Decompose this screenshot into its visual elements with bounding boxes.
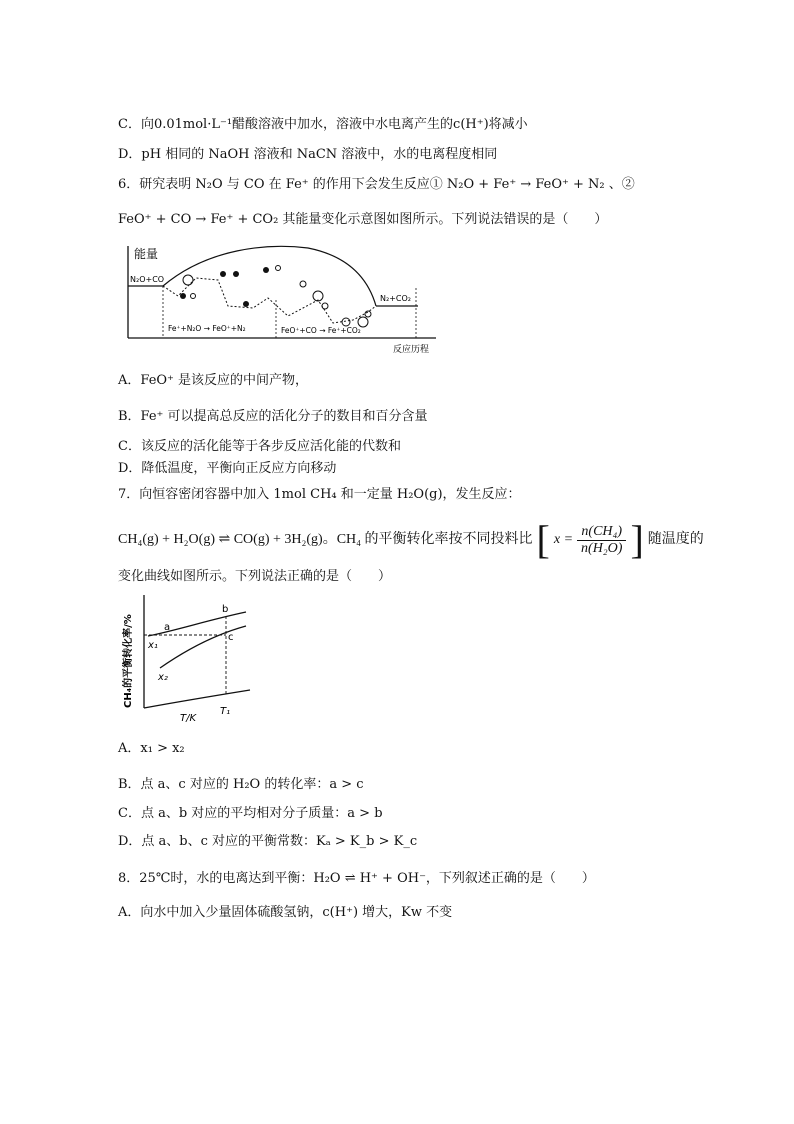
q6-step1-label: Fe⁺+N₂O → FeO⁺+N₂ xyxy=(168,324,246,333)
q6-stem-line2: FeO⁺ + CO → Fe⁺ + CO₂ 其能量变化示意图如图所示。下列说法错误的是（ ） xyxy=(118,212,608,227)
q5-option-c: C．向0.01mol·L⁻¹醋酸溶液中加水，溶液中水电离产生的c(H⁺)将减小 xyxy=(118,117,528,132)
q6-product-label: N₂+CO₂ xyxy=(380,294,411,303)
q8-stem: 8．25℃时，水的电离达到平衡：H₂O ⇌ H⁺ + OH⁻，下列叙述正确的是（ ） xyxy=(118,871,595,886)
q7-stem-line1: 7．向恒容密闭容器中加入 1mol CH₄ 和一定量 H₂O(g)，发生反应： xyxy=(118,487,521,502)
q7-option-b: B．点 a、c 对应的 H₂O 的转化率：a > c xyxy=(118,777,364,792)
q7-feed-ratio-fraction xyxy=(577,524,626,557)
q7-fraction-numerator: n(CH₄) xyxy=(577,524,626,541)
q6-step2-label: FeO⁺+CO → Fe⁺+CO₂ xyxy=(281,326,361,335)
q7-xlabel: T/K xyxy=(180,713,197,724)
q7-equation: CH₄(g) + H₂O(g) ⇌ CO(g) + 3H₂(g)。CH₄ 的平衡转化率按不同投料比 xyxy=(118,532,533,547)
q5-option-d: D．pH 相同的 NaOH 溶液和 NaCN 溶液中，水的电离程度相同 xyxy=(118,147,498,162)
q7-stem-line3: 变化曲线如图所示。下列说法正确的是（ ） xyxy=(118,569,392,584)
q7-point-b: b xyxy=(222,604,229,615)
q6-reactant-label: N₂O+CO xyxy=(130,275,165,284)
q6-option-c: C．该反应的活化能等于各步反应活化能的代数和 xyxy=(118,439,401,454)
q6-stem-line1: 6．研究表明 N₂O 与 CO 在 Fe⁺ 的作用下会发生反应① N₂O + Fe⁺ → FeO⁺ + N₂ 、② xyxy=(118,177,635,192)
q6-ylabel: 能量 xyxy=(134,247,159,261)
q7-fraction-prefix: x = xyxy=(553,532,574,547)
q7-point-c: c xyxy=(228,632,234,643)
q7-option-c: C．点 a、b 对应的平均相对分子质量：a > b xyxy=(118,806,383,821)
q7-stem-line2: CH₄(g) + H₂O(g) ⇌ CO(g) + 3H₂(g)。CH₄ 的平衡转化率按不同投料比 [ x = $\frac{\text{n(CH₄)}}{\text{n(H₂O)}}$ ] 随温度的 xyxy=(118,517,704,562)
q7-option-d: D．点 a、b、c 对应的平衡常数：Kₐ > K_b > K_c xyxy=(118,834,418,849)
q7-point-a: a xyxy=(164,622,171,633)
q6-xlabel: 反应历程 xyxy=(393,345,430,355)
q7-t1-label: T₁ xyxy=(220,706,231,717)
q7-ylabel: CH₄的平衡转化率/% xyxy=(123,614,134,708)
q7-conversion-chart xyxy=(118,590,258,725)
q7-fraction-denominator: n(H₂O) xyxy=(581,540,623,556)
q6-catalyzed-curve xyxy=(163,278,376,323)
q6-option-d: D．降低温度，平衡向正反应方向移动 xyxy=(118,461,337,476)
q7-stem-line2-end: 随温度的 xyxy=(647,532,704,547)
q6-energy-diagram xyxy=(118,238,448,358)
q7-curve-x2-label: x₂ xyxy=(158,672,168,683)
q6-option-b: B．Fe⁺ 可以提高总反应的活化分子的数目和百分含量 xyxy=(118,409,428,424)
q7-x-axis xyxy=(144,690,250,708)
q7-curve-x1-label: x₁ xyxy=(148,640,158,651)
q6-option-a: A．FeO⁺ 是该反应的中间产物， xyxy=(118,373,309,388)
q8-option-a: A．向水中加入少量固体硫酸氢钠，c(H⁺) 增大，Kw 不变 xyxy=(118,905,453,920)
q7-option-a: A．x₁ > x₂ xyxy=(118,741,185,756)
